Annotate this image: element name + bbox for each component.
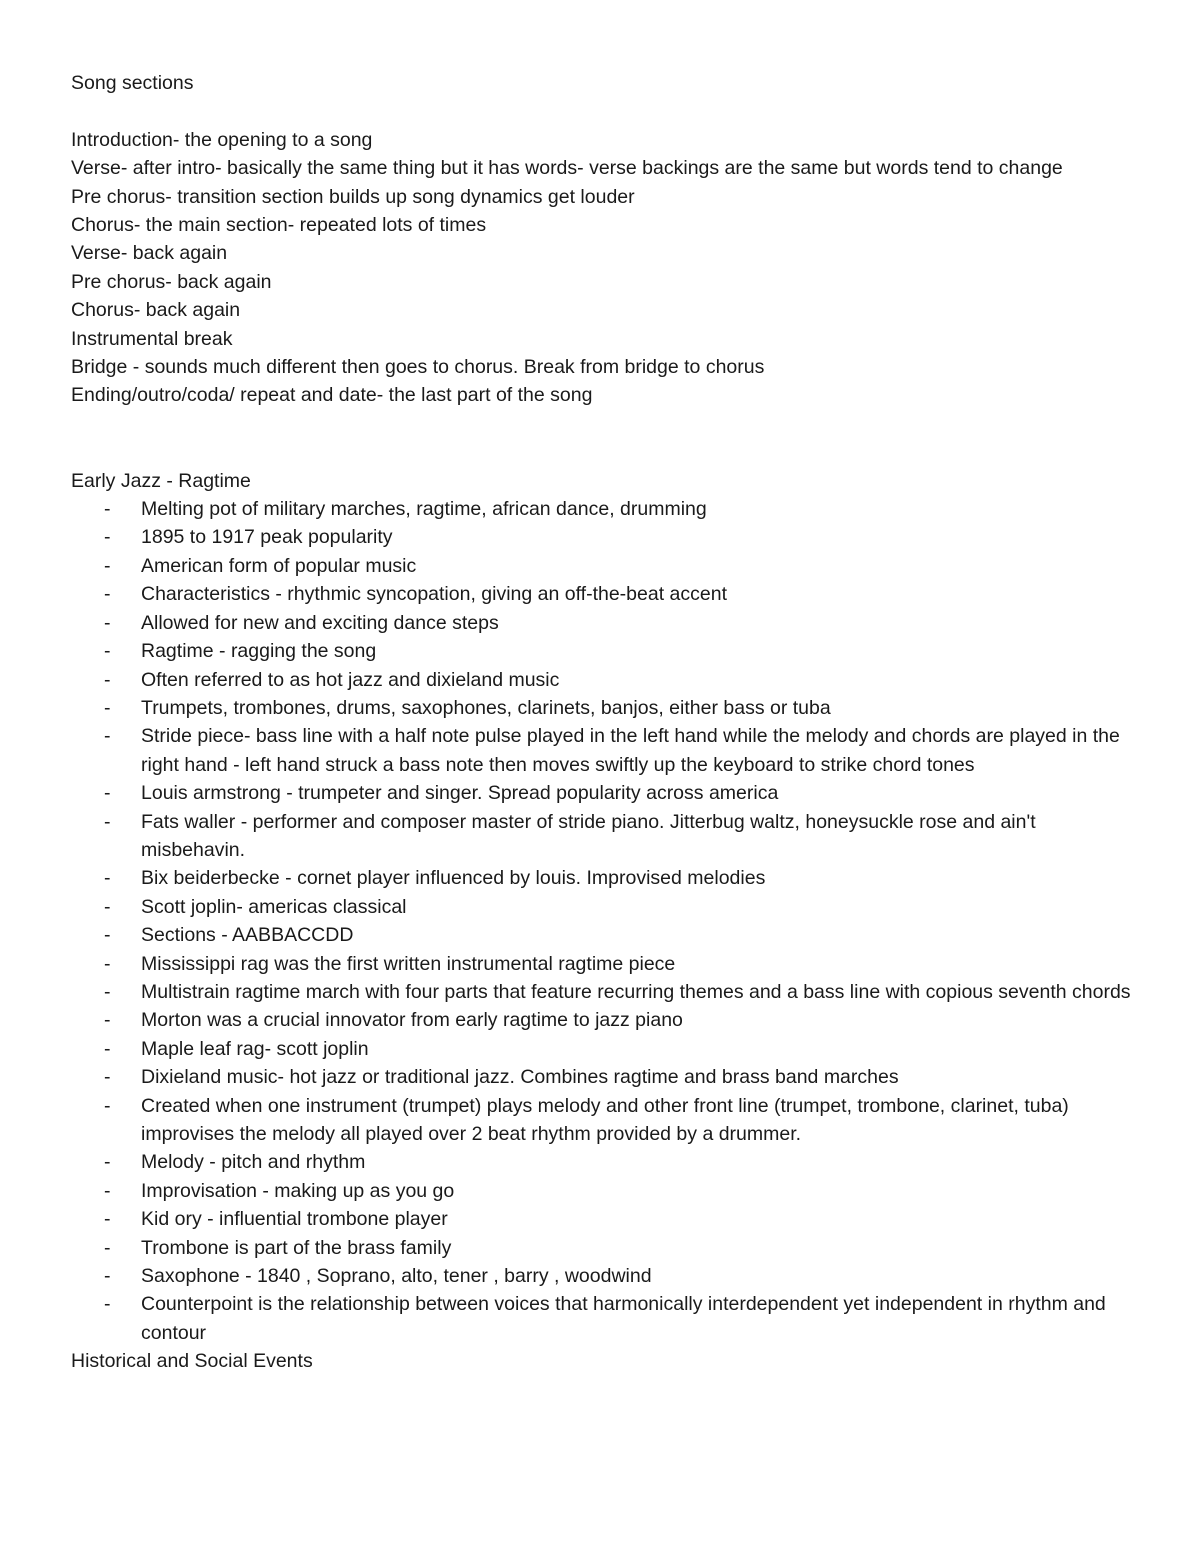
list-item-text: Sections - AABBACCDD: [141, 924, 354, 947]
blank-line: [71, 97, 1131, 125]
dash-bullet-icon: -: [104, 1179, 111, 1202]
dash-bullet-icon: -: [104, 526, 111, 549]
list-item-text: Counterpoint is the relationship between voices that harmonically interdependent yet independent in rhythm and contour: [141, 1293, 1106, 1344]
dash-bullet-icon: -: [104, 583, 111, 606]
list-item-text: Louis armstrong - trumpeter and singer. Spread popularity across america: [141, 782, 779, 805]
list-item: [71, 1177, 1131, 1205]
list-item-text: Dixieland music- hot jazz or traditional jazz. Combines ragtime and brass band marches: [141, 1066, 899, 1089]
list-item: [71, 978, 1131, 1006]
list-item-text: Improvisation - making up as you go: [141, 1179, 455, 1202]
song-section-line: Bridge - sounds much different then goes to chorus. Break from bridge to chorus: [71, 356, 765, 379]
list-item-text: Scott joplin- americas classical: [141, 895, 407, 918]
historical-social-events-heading: Historical and Social Events: [71, 1350, 313, 1373]
list-item-text: Kid ory - influential trombone player: [141, 1208, 448, 1231]
song-section-line: Chorus- back again: [71, 299, 241, 322]
list-item: [71, 864, 1131, 892]
list-item-text: Created when one instrument (trumpet) plays melody and other front line (trumpet, trombone, clarinet, tuba) improvises the melody all played over 2 beat rhythm provided by a drummer.: [141, 1094, 1069, 1145]
dash-bullet-icon: -: [104, 1265, 111, 1288]
list-item-text: Maple leaf rag- scott joplin: [141, 1037, 369, 1060]
list-item-text: Melody - pitch and rhythm: [141, 1151, 366, 1174]
list-item: [71, 1262, 1131, 1290]
list-item: [71, 694, 1131, 722]
early-jazz-heading: Early Jazz - Ragtime: [71, 469, 251, 492]
list-item: [71, 580, 1131, 608]
dash-bullet-icon: -: [104, 1066, 111, 1089]
dash-bullet-icon: -: [104, 924, 111, 947]
song-section-line: Introduction- the opening to a song: [71, 128, 373, 151]
list-item: [71, 921, 1131, 949]
list-item: [71, 950, 1131, 978]
list-item-text: 1895 to 1917 peak popularity: [141, 526, 393, 549]
list-item: [71, 779, 1131, 807]
dash-bullet-icon: -: [104, 554, 111, 577]
list-item-text: Fats waller - performer and composer master of stride piano. Jitterbug waltz, honeysuckle rose and ain't misbehavin.: [141, 810, 1036, 861]
dash-bullet-icon: -: [104, 640, 111, 663]
list-item-text: Trombone is part of the brass family: [141, 1236, 452, 1259]
dash-bullet-icon: -: [104, 867, 111, 890]
list-item-text: Multistrain ragtime march with four parts that feature recurring themes and a bass line with copious seventh chords: [141, 980, 1131, 1003]
list-item-text: Bix beiderbecke - cornet player influenced by louis. Improvised melodies: [141, 867, 766, 890]
song-section-line: Pre chorus- back again: [71, 270, 272, 293]
list-item: [71, 1148, 1131, 1176]
list-item: [71, 523, 1131, 551]
document-page: [71, 69, 1131, 1376]
list-item-text: Characteristics - rhythmic syncopation, giving an off-the-beat accent: [141, 583, 727, 606]
dash-bullet-icon: -: [104, 668, 111, 691]
list-item: [71, 1205, 1131, 1233]
dash-bullet-icon: -: [104, 1151, 111, 1174]
dash-bullet-icon: -: [104, 1236, 111, 1259]
dash-bullet-icon: -: [104, 895, 111, 918]
dash-bullet-icon: -: [104, 952, 111, 975]
list-item: [71, 666, 1131, 694]
list-item: [71, 1063, 1131, 1091]
song-section-line: Pre chorus- transition section builds up song dynamics get louder: [71, 185, 635, 208]
dash-bullet-icon: -: [104, 696, 111, 719]
list-item: [71, 495, 1131, 523]
dash-bullet-icon: -: [104, 1293, 111, 1316]
list-item: [71, 808, 1131, 865]
list-item: [71, 552, 1131, 580]
dash-bullet-icon: -: [104, 1094, 111, 1117]
list-item: [71, 609, 1131, 637]
list-item: [71, 637, 1131, 665]
dash-bullet-icon: -: [104, 1037, 111, 1060]
dash-bullet-icon: -: [104, 980, 111, 1003]
list-item-text: Often referred to as hot jazz and dixieland music: [141, 668, 560, 691]
blank-lines: [71, 410, 1131, 467]
dash-bullet-icon: -: [104, 1208, 111, 1231]
list-item: [71, 722, 1131, 779]
early-jazz-bullet-list: [71, 495, 1131, 1347]
dash-bullet-icon: -: [104, 810, 111, 833]
list-item: [71, 1290, 1131, 1347]
dash-bullet-icon: -: [104, 611, 111, 634]
list-item-text: Allowed for new and exciting dance steps: [141, 611, 499, 634]
dash-bullet-icon: -: [104, 1009, 111, 1032]
song-sections-heading: Song sections: [71, 72, 194, 94]
list-item: [71, 1035, 1131, 1063]
list-item-text: Mississippi rag was the first written instrumental ragtime piece: [141, 952, 676, 975]
song-section-line: Verse- after intro- basically the same thing but it has words- verse backings are the same but words tend to change: [71, 157, 1063, 180]
dash-bullet-icon: -: [104, 782, 111, 805]
list-item-text: Melting pot of military marches, ragtime, african dance, drumming: [141, 498, 707, 521]
list-item-text: Ragtime - ragging the song: [141, 640, 377, 663]
list-item-text: Stride piece- bass line with a half note pulse played in the left hand while the melody and chords are played in the right hand - left hand struck a bass note then moves swiftly up the keyboard to strike chord tones: [141, 725, 1120, 776]
song-section-line: Chorus- the main section- repeated lots of times: [71, 214, 487, 237]
list-item: [71, 1006, 1131, 1034]
song-section-line: Ending/outro/coda/ repeat and date- the last part of the song: [71, 384, 593, 407]
song-section-line: Verse- back again: [71, 242, 228, 265]
song-sections-list: [71, 126, 1131, 410]
list-item: [71, 1092, 1131, 1149]
dash-bullet-icon: -: [104, 725, 111, 748]
dash-bullet-icon: -: [104, 498, 111, 521]
list-item-text: Saxophone - 1840 , Soprano, alto, tener , barry , woodwind: [141, 1265, 652, 1288]
list-item: [71, 1234, 1131, 1262]
song-section-line: Instrumental break: [71, 327, 233, 350]
list-item-text: Trumpets, trombones, drums, saxophones, clarinets, banjos, either bass or tuba: [141, 696, 831, 719]
list-item-text: American form of popular music: [141, 554, 417, 577]
list-item: [71, 893, 1131, 921]
list-item-text: Morton was a crucial innovator from early ragtime to jazz piano: [141, 1009, 683, 1032]
